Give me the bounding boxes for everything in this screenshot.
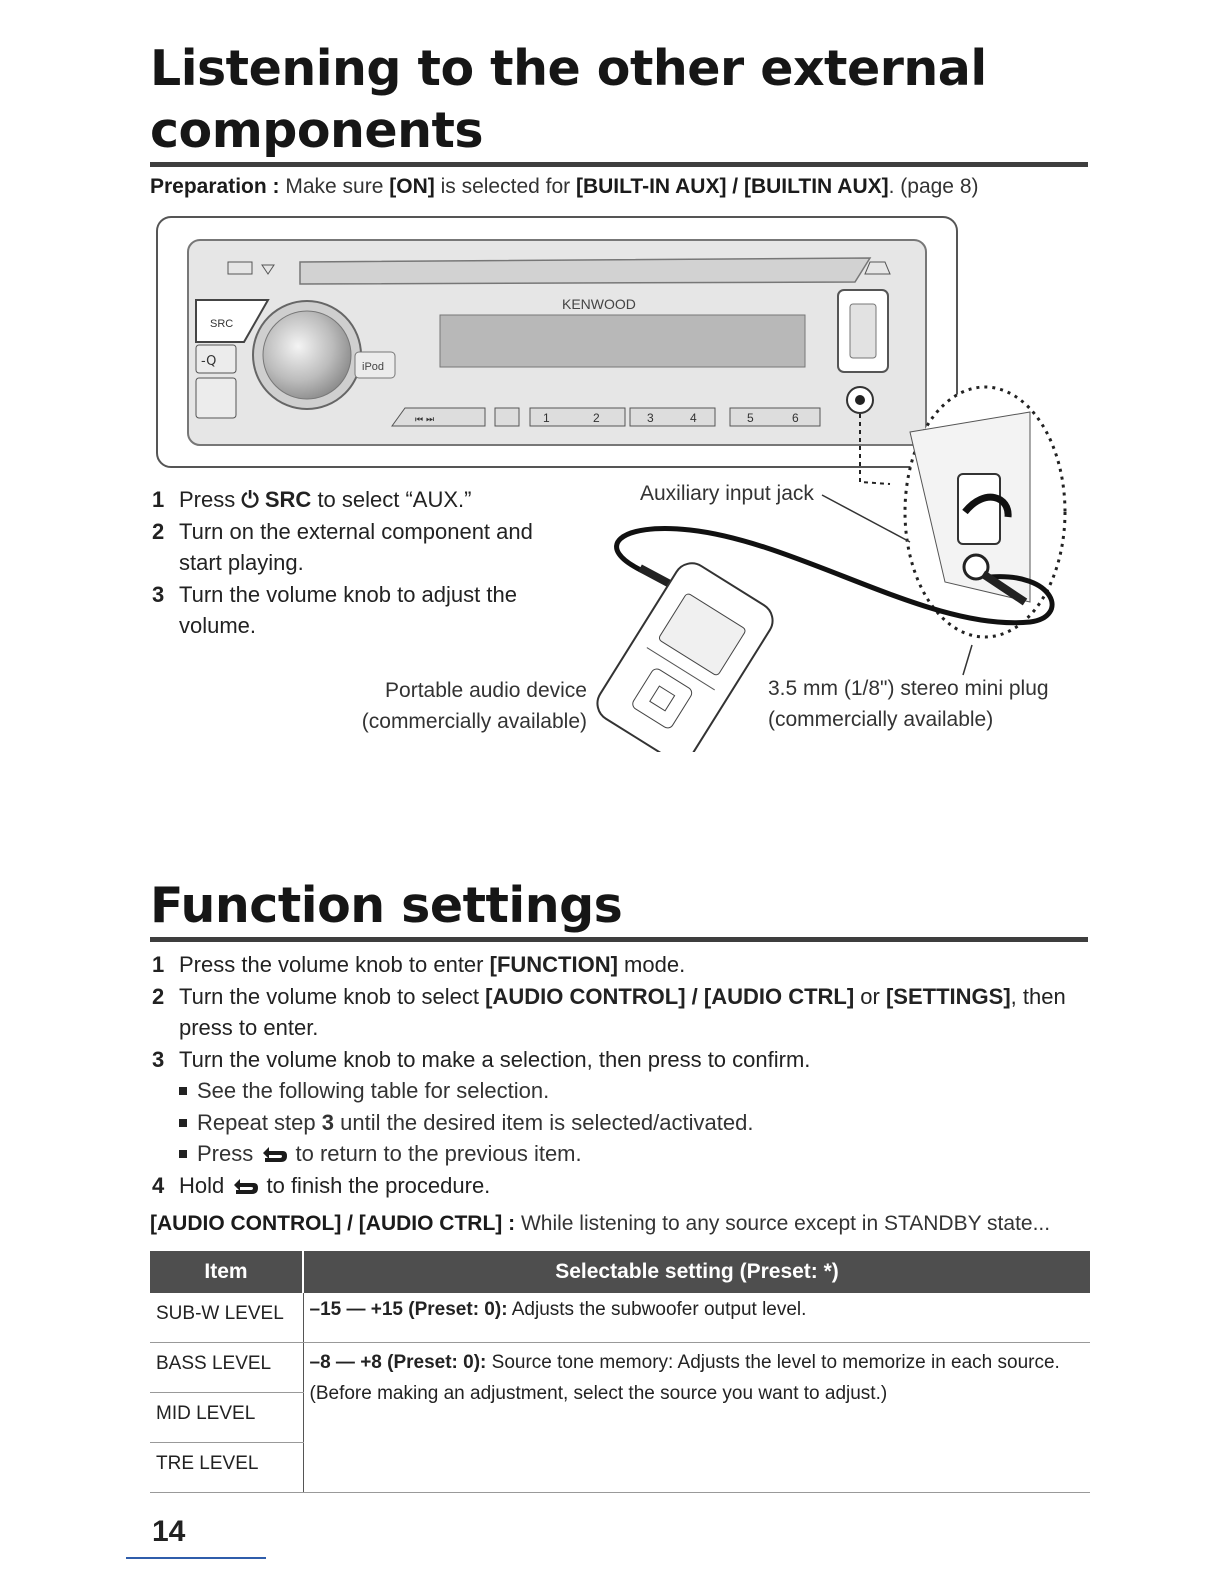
table-row <box>150 1293 1090 1343</box>
step-text: or <box>854 983 886 1009</box>
src-key: ⏻ SRC <box>241 487 312 512</box>
bullet-text: until the desired item is selected/activated. <box>334 1109 754 1135</box>
disc-slot <box>300 258 870 284</box>
step-number: 2 <box>152 518 165 544</box>
step-text: Press the volume knob to enter <box>179 952 490 977</box>
preparation-on: [ON] <box>389 175 435 198</box>
bullet-icon <box>179 1119 187 1127</box>
step-text: press to enter. <box>179 1015 319 1040</box>
step-text: to select “AUX.” <box>311 487 472 512</box>
step-number: 4 <box>152 1172 165 1198</box>
aux-step-2 <box>152 516 592 579</box>
step-text: Turn the volume knob to select <box>179 983 486 1009</box>
device-label-line2: (commercially available) <box>361 710 587 733</box>
plug-label-line2: (commercially available) <box>768 708 994 731</box>
preparation-text: Make sure <box>279 175 390 198</box>
row-item-mid-level: MID LEVEL <box>150 1393 303 1443</box>
step-text: Turn the volume knob to make a selection, then press to confirm. <box>179 1046 811 1072</box>
step-number: 1 <box>152 487 165 512</box>
preset-5: 5 <box>747 411 754 425</box>
preparation-page-ref: . (page 8) <box>888 175 979 198</box>
bullet-return <box>152 1138 1097 1170</box>
step-text: Turn the volume knob to adjust the <box>179 581 517 607</box>
plug-label-line1: 3.5 mm (1/8") stereo mini plug <box>768 677 1049 700</box>
plug-label <box>768 673 1049 735</box>
bullet-icon <box>179 1150 187 1158</box>
aux-step-1 <box>152 484 592 516</box>
setting-range: –8 — +8 (Preset: 0): <box>309 1352 487 1373</box>
preparation-label: Preparation : <box>150 175 280 198</box>
step-text: to finish the procedure. <box>266 1172 491 1198</box>
button-bar <box>392 408 820 426</box>
function-step-1 <box>152 949 1097 981</box>
step-text: , then <box>1010 983 1066 1009</box>
preset-4: 4 <box>690 411 697 425</box>
aux-jack-hole <box>855 395 865 405</box>
step-text: volume. <box>179 613 257 638</box>
setting-description: Source tone memory: Adjusts the level to memorize in each source. (Before making an adjustment, select the source you want to adjust.) <box>309 1352 1060 1404</box>
page-number-underline <box>126 1557 266 1559</box>
step-text: Press <box>179 487 242 512</box>
function-key: [FUNCTION] <box>489 952 618 977</box>
search-icon: -Q <box>201 354 217 369</box>
table-header-row <box>150 1251 1090 1293</box>
aux-steps <box>152 484 592 642</box>
step-text: Turn on the external component and <box>179 518 533 544</box>
row-item-tre-level: TRE LEVEL <box>150 1443 303 1493</box>
preset-1: 1 <box>543 411 550 425</box>
bullet-text: Press <box>197 1141 260 1166</box>
step-text: Hold <box>179 1172 231 1198</box>
volume-knob <box>263 311 351 399</box>
bullet-text: to return to the previous item. <box>295 1141 582 1166</box>
section-title-line1: Listening to the other external <box>150 40 987 97</box>
aux-step-3 <box>152 579 592 642</box>
skip-icon: ⏮ ⏭ <box>415 415 435 425</box>
aux-jack-label: Auxiliary input jack <box>640 482 814 505</box>
device-plug <box>640 568 670 584</box>
bullet-text: See the following table for selection. <box>197 1078 550 1103</box>
preset-3: 3 <box>647 411 654 425</box>
table-row <box>150 1343 1090 1393</box>
step-number: 2 <box>152 983 165 1009</box>
ipod-button-label: iPod <box>362 361 385 373</box>
audio-control-label: [AUDIO CONTROL] / [AUDIO CTRL] : <box>150 1212 516 1235</box>
aux-connection-illustration <box>150 212 1070 752</box>
column-header-setting: Selectable setting (Preset: *) <box>303 1251 1090 1293</box>
back-button <box>196 378 236 418</box>
function-step-4 <box>152 1170 1097 1202</box>
function-steps <box>152 949 1097 1201</box>
preparation-target: [BUILT-IN AUX] / [BUILTIN AUX] <box>575 175 889 198</box>
setting-range: –15 — +15 (Preset: 0): <box>309 1299 508 1320</box>
device-label <box>349 675 587 737</box>
device-label-line1: Portable audio device <box>385 679 587 702</box>
section-divider <box>150 937 1088 942</box>
settings-key: [SETTINGS] <box>885 983 1011 1009</box>
row-item-sub-w-level: SUB-W LEVEL <box>150 1293 303 1343</box>
step-number: 3 <box>152 1046 165 1072</box>
section-divider <box>150 162 1088 167</box>
section-title-line2: components <box>150 102 484 159</box>
brand-logo: KENWOOD <box>562 296 636 312</box>
row-item-bass-level: BASS LEVEL <box>150 1343 303 1393</box>
step-reference: 3 <box>321 1109 334 1135</box>
bullet-see-table <box>152 1075 1097 1107</box>
back-return-icon <box>230 1176 260 1198</box>
display-panel <box>440 315 805 367</box>
audio-control-note <box>150 1212 1050 1236</box>
function-step-2 <box>152 981 1097 1044</box>
step-text: start playing. <box>179 550 304 575</box>
function-step-3 <box>152 1044 1097 1076</box>
audio-control-key: [AUDIO CONTROL] / [AUDIO CTRL] <box>485 983 855 1009</box>
page-number: 14 <box>152 1515 186 1548</box>
setting-description: Adjusts the subwoofer output level. <box>507 1299 807 1320</box>
bullet-icon <box>179 1087 187 1095</box>
src-button-label: SRC <box>210 318 234 330</box>
step-text: mode. <box>617 952 686 977</box>
portable-audio-device <box>591 557 780 752</box>
bullet-text: Repeat step <box>197 1109 322 1135</box>
back-return-icon <box>259 1144 289 1166</box>
usb-slot <box>850 304 876 358</box>
step-number: 3 <box>152 581 165 607</box>
preparation-note <box>150 175 979 199</box>
row-setting-tone-levels <box>303 1343 1090 1493</box>
preset-2: 2 <box>593 411 600 425</box>
audio-control-text: While listening to any source except in STANDBY state... <box>515 1212 1051 1235</box>
audio-settings-table <box>150 1251 1090 1493</box>
row-setting-sub-w-level <box>303 1293 1090 1343</box>
function-settings-title: Function settings <box>150 877 623 934</box>
jack-leader-line <box>822 495 910 542</box>
preset-6: 6 <box>792 411 799 425</box>
preparation-text: is selected for <box>434 175 576 198</box>
column-header-item: Item <box>150 1251 303 1293</box>
step-number: 1 <box>152 952 165 977</box>
plug-leader-line <box>963 645 972 675</box>
bullet-repeat-step <box>152 1107 1097 1139</box>
